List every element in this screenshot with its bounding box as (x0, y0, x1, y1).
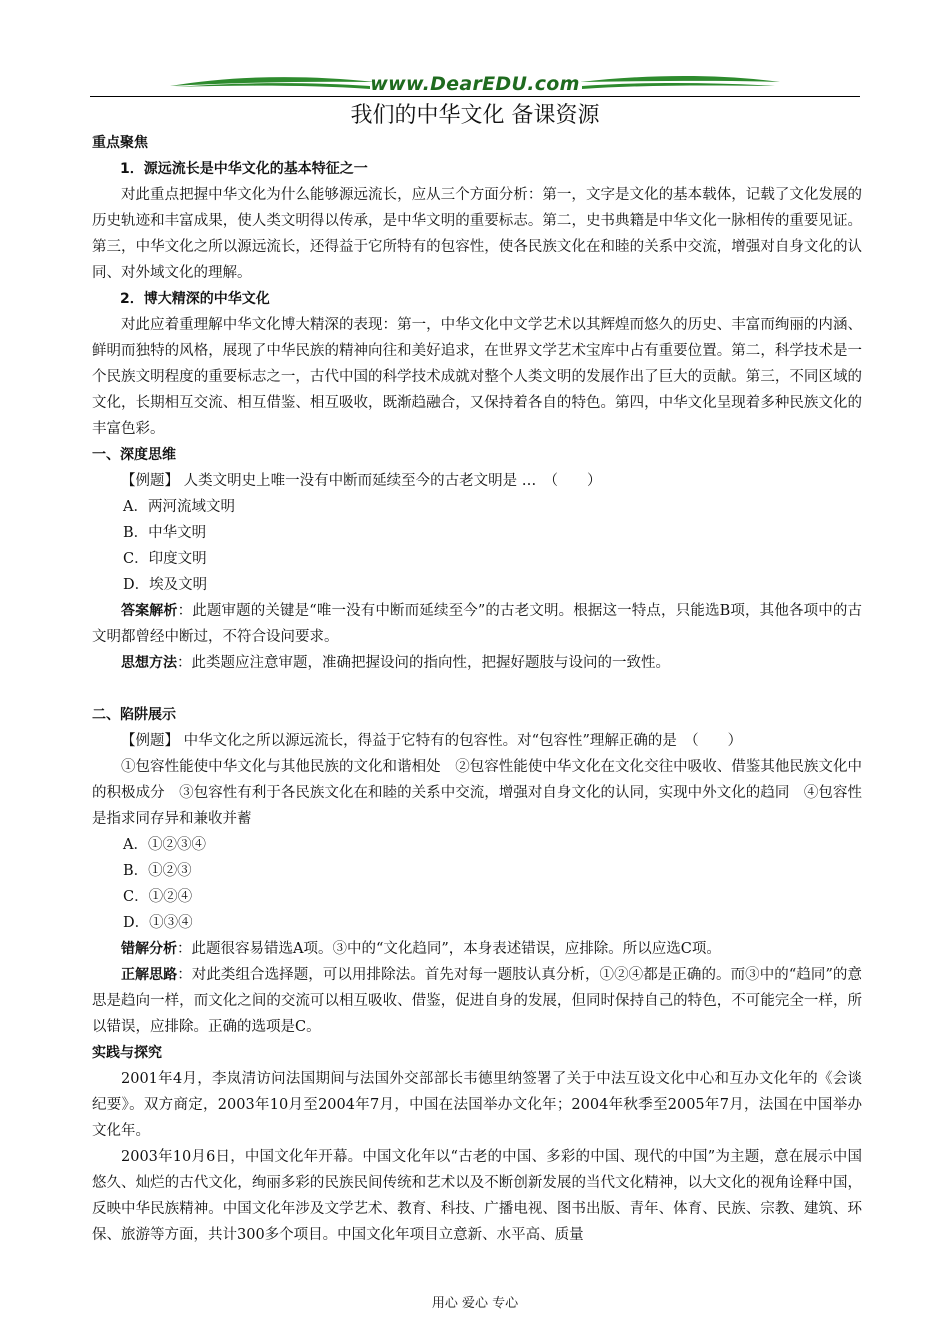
point2-heading: 2．博大精深的中华文化 (120, 291, 270, 307)
correct-text: ：对此类组合选择题，可以用排除法。首先对每一题肢认真分析，①②④都是正确的。而③中的“趋同”的意思是趋向一样，而文化之间的交流可以相互吸收、借鉴，促进自身的发展，但同时保持自己的特色，不可能完全一样，所以错误，应排除。正确的选项是C。 (92, 967, 862, 1035)
point1-heading: 1．源远流长是中华文化的基本特征之一 (120, 161, 368, 177)
option-b: B．①②③ (123, 863, 192, 879)
option-c: C．①②④ (123, 889, 193, 905)
practice-paragraph-2: 2003年10月6日，中国文化年开幕。中国文化年以“古老的中国、多彩的中国、现代的中国”为主题，意在展示中国悠久、灿烂的古代文化，绚丽多彩的民族民间传统和艺术以及不断创新发展的当代文化精神，以大文化的视角诠释中国，反映中华民族精神。中国文化年涉及文学艺术、教育、科技、广播电视、图书出版、青年、体育、民族、宗教、建筑、环保、旅游等方面，共计300多个项目。中国文化年项目立意新、水平高、质量 (92, 1149, 862, 1243)
method-label: 思想方法 (121, 655, 177, 671)
error-label: 错解分析 (121, 941, 177, 957)
point2-paragraph: 对此应着重理解中华文化博大精深的表现：第一，中华文化中文学艺术以其辉煌而悠久的历史、丰富而绚丽的内涵、鲜明而独特的风格，展现了中华民族的精神向往和美好追求，在世界文学艺术宝库中占有重要位置。第二，科学技术是一个民族文明程度的重要标志之一，古代中国的科学技术成就对整个人类文明的发展作出了巨大的贡献。第三，不同区域的文化，长期相互交流、相互借鉴、相互吸收，既渐趋融合，又保持着各自的特色。第四，中华文化呈现着多种民族文化的丰富色彩。 (92, 317, 862, 437)
spacer (92, 676, 862, 702)
option-a: A．两河流域文明 (123, 499, 235, 515)
header-divider (90, 96, 860, 97)
header-banner (170, 70, 780, 98)
thinking-method (92, 650, 862, 676)
option-c: C．印度文明 (123, 551, 207, 567)
option-a: A．①②③④ (123, 837, 206, 853)
error-text: ：此题很容易错选A项。③中的“文化趋同”，本身表述错误，应排除。所以应选C项。 (177, 941, 721, 957)
practice-paragraph-1: 2001年4月，李岚清访问法国期间与法国外交部部长韦德里纳签署了关于中法互设文化中心和互办文化年的《会谈纪要》。双方商定，2003年10月至2004年7月，中国在法国举办文化年；2004年秋季至2005年7月，法国在中国举办文化年。 (92, 1071, 862, 1139)
correct-label: 正解思路 (121, 967, 178, 983)
answer-text: ：此题审题的关键是“唯一没有中断而延续至今”的古老文明。根据这一特点，只能选B项，其他各项中的古文明都曾经中断过，不符合设问要求。 (92, 603, 863, 645)
answer-label: 答案解析 (121, 603, 178, 619)
section-heading-practice: 实践与探究 (92, 1045, 162, 1061)
error-analysis (92, 936, 862, 962)
method-text: ：此类题应注意审题，准确把握设问的指向性，把握好题肢与设问的一致性。 (177, 655, 670, 671)
question-statements: ①包容性能使中华文化与其他民族的文化和谐相处 ②包容性能使中华文化在文化交往中吸收、借鉴其他民族文化中的积极成分 ③包容性有利于各民族文化在和睦的关系中交流，增强对自身文化的认同，实现中外文化的趋同 ④包容性是指求同存异和兼收并蓄 (92, 759, 862, 827)
option-b: B．中华文明 (123, 525, 207, 541)
section-heading-focus: 重点聚焦 (92, 135, 148, 151)
option-d: D．埃及文明 (123, 577, 208, 593)
site-logo: www.DearEDU.com (370, 73, 580, 95)
section-heading-deep-thinking: 一、深度思维 (92, 447, 176, 463)
option-d: D．①③④ (123, 915, 193, 931)
correct-approach (92, 962, 862, 1040)
example-question-2: 【例题】 中华文化之所以源远流长，得益于它特有的包容性。对“包容性”理解正确的是 （ ） (121, 733, 743, 749)
document-body (92, 130, 862, 1248)
example-question-1: 【例题】 人类文明史上唯一没有中断而延续至今的古老文明是 … （ ） (121, 473, 602, 489)
section-heading-trap: 二、陷阱展示 (92, 707, 176, 723)
page-title: 我们的中华文化 备课资源 (350, 103, 600, 128)
answer-analysis (92, 598, 862, 650)
point1-paragraph: 对此重点把握中华文化为什么能够源远流长，应从三个方面分析：第一，文字是文化的基本载体，记载了文化发展的历史轨迹和丰富成果，使人类文明得以传承，是中华文明的重要标志。第二，史书典籍是中华文化一脉相传的重要见证。第三，中华文化之所以源远流长，还得益于它所特有的包容性，使各民族文化在和睦的关系中交流，增强对自身文化的认同、对外域文化的理解。 (92, 187, 862, 281)
page-footer: 用心 爱心 专心 (431, 1296, 519, 1311)
